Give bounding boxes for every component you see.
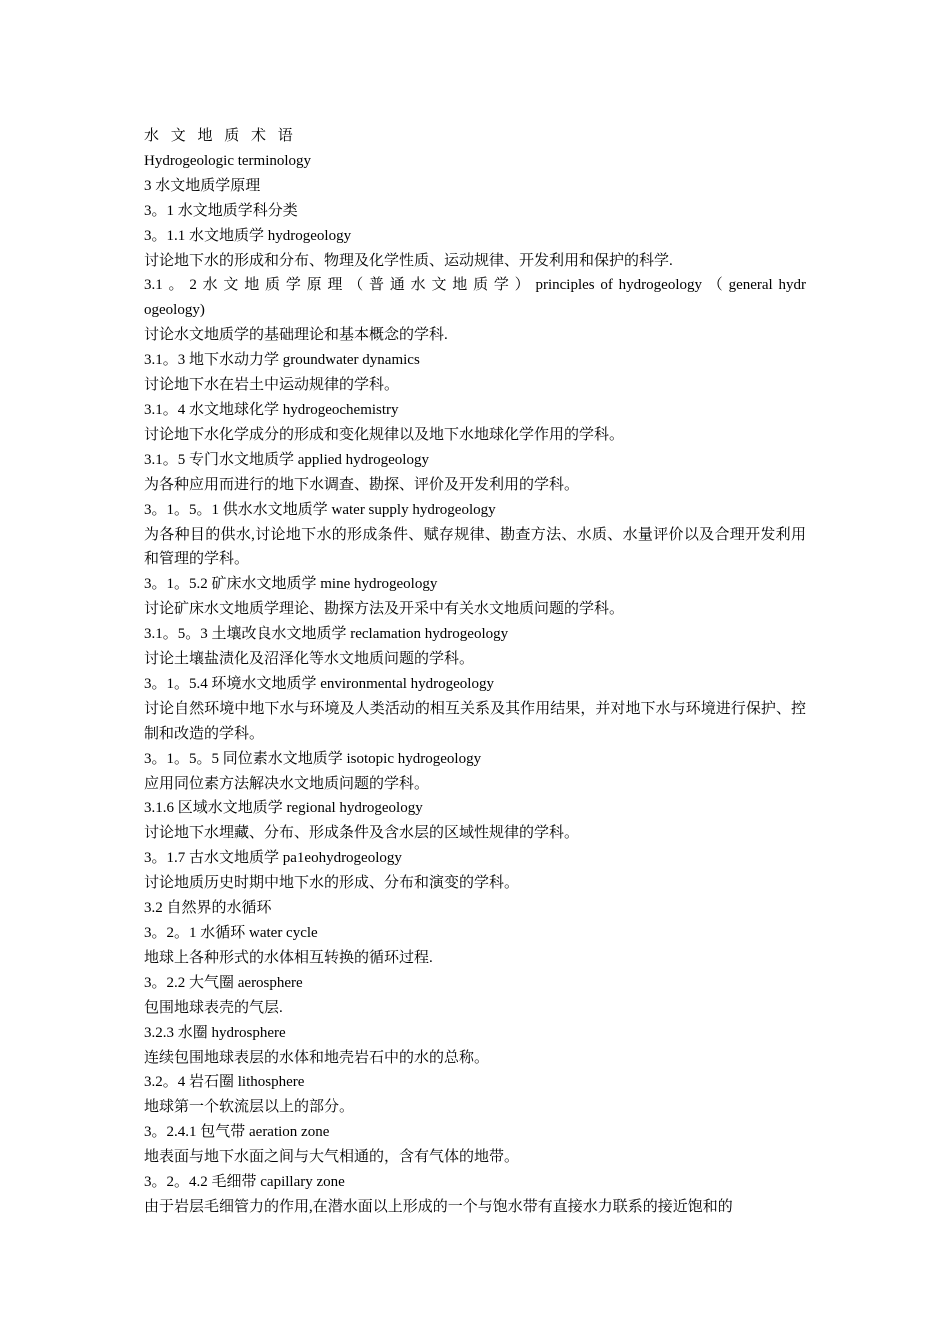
term-definition: 讨论地下水埋藏、分布、形成条件及含水层的区域性规律的学科。: [144, 825, 580, 842]
document-title-en: Hydrogeologic terminology: [144, 152, 312, 169]
term-definition: 讨论土壤盐渍化及沼泽化等水文地质问题的学科。: [144, 651, 475, 668]
term-definition: 包围地球表壳的气层.: [144, 999, 283, 1016]
term-heading: 3。1。5。1 供水水文地质学 water supply hydrogeology: [144, 501, 496, 518]
term-heading: 3。2.2 大气圈 aerosphere: [144, 974, 303, 991]
term-definition: 为各种应用而进行的地下水调查、勘探、评价及开发利用的学科。: [144, 476, 580, 493]
term-heading: 3.1.6 区域水文地质学 regional hydrogeology: [144, 800, 423, 817]
term-definition: 讨论地质历史时期中地下水的形成、分布和演变的学科。: [144, 875, 520, 892]
term-heading: 3。2。1 水循环 water cycle: [144, 925, 318, 941]
section-heading: 3.2 自然界的水循环: [144, 900, 272, 917]
term-heading: 3。1.1 水文地质学 hydrogeology: [144, 227, 352, 244]
term-heading: 3.2.3 水圈 hydrosphere: [144, 1024, 286, 1041]
section-heading: 3。1 水文地质学科分类: [144, 202, 298, 219]
term-definition: 由于岩层毛细管力的作用,在潜水面以上形成的一个与饱水带有直接水力联系的接近饱和的: [144, 1198, 733, 1215]
term-definition: 为各种目的供水,讨论地下水的形成条件、赋存规律、勘查方法、水质、水量评价以及合理开发利用和管理的学科。: [144, 526, 806, 568]
term-definition: 讨论自然环境中地下水与环境及人类活动的相互关系及其作用结果，并对地下水与环境进行保护、控制和改造的学科。: [144, 700, 806, 742]
term-heading: 3。2。4.2 毛细带 capillary zone: [144, 1174, 345, 1191]
term-definition: 讨论矿床水文地质学理论、勘探方法及开采中有关水文地质问题的学科。: [144, 601, 625, 618]
term-definition: 讨论地下水的形成和分布、物理及化学性质、运动规律、开发利用和保护的科学.: [144, 252, 673, 269]
term-heading: 3。1。5。5 同位素水文地质学 isotopic hydrogeology: [144, 750, 482, 767]
term-heading: 3.1。5 专门水文地质学 applied hydrogeology: [144, 451, 429, 468]
term-heading: 3。1。5.2 矿床水文地质学 mine hydrogeology: [144, 576, 438, 593]
term-heading: 3.1。3 地下水动力学 groundwater dynamics: [144, 352, 420, 369]
section-heading: 3 水文地质学原理: [144, 177, 261, 194]
term-definition: 地球第一个软流层以上的部分。: [144, 1099, 355, 1116]
document-page: [144, 124, 806, 1220]
term-definition: 讨论地下水化学成分的形成和变化规律以及地下水地球化学作用的学科。: [144, 426, 625, 443]
term-heading: 3.2。4 岩石圈 lithosphere: [144, 1074, 305, 1091]
term-definition: 连续包围地球表层的水体和地壳岩石中的水的总称。: [144, 1049, 490, 1066]
term-heading: 3.1。5。3 土壤改良水文地质学 reclamation hydrogeology: [144, 626, 509, 643]
term-heading: 3。1。5.4 环境水文地质学 environmental hydrogeology: [144, 675, 494, 692]
term-heading: 3。1.7 古水文地质学 pa1eohydrogeology: [144, 850, 402, 867]
term-heading: 3.1。4 水文地球化学 hydrogeochemistry: [144, 401, 399, 418]
term-definition: 地表面与地下水面之间与大气相通的，含有气体的地带。: [144, 1149, 520, 1166]
term-definition: 讨论地下水在岩土中运动规律的学科。: [144, 377, 400, 394]
term-heading: 3。2.4.1 包气带 aeration zone: [144, 1124, 330, 1141]
document-title-cn: 水 文 地 质 术 语: [144, 128, 297, 144]
term-definition: 地球上各种形式的水体相互转换的循环过程.: [144, 949, 433, 966]
term-definition: 应用同位素方法解决水文地质问题的学科。: [144, 775, 430, 792]
term-heading: 3.1 。 2 水 文 地 质 学 原 理 （ 普 通 水 文 地 质 学 ） principles of hydrogeology （ general hydrogeology): [144, 277, 806, 319]
term-definition: 讨论水文地质学的基础理论和基本概念的学科.: [144, 327, 448, 344]
